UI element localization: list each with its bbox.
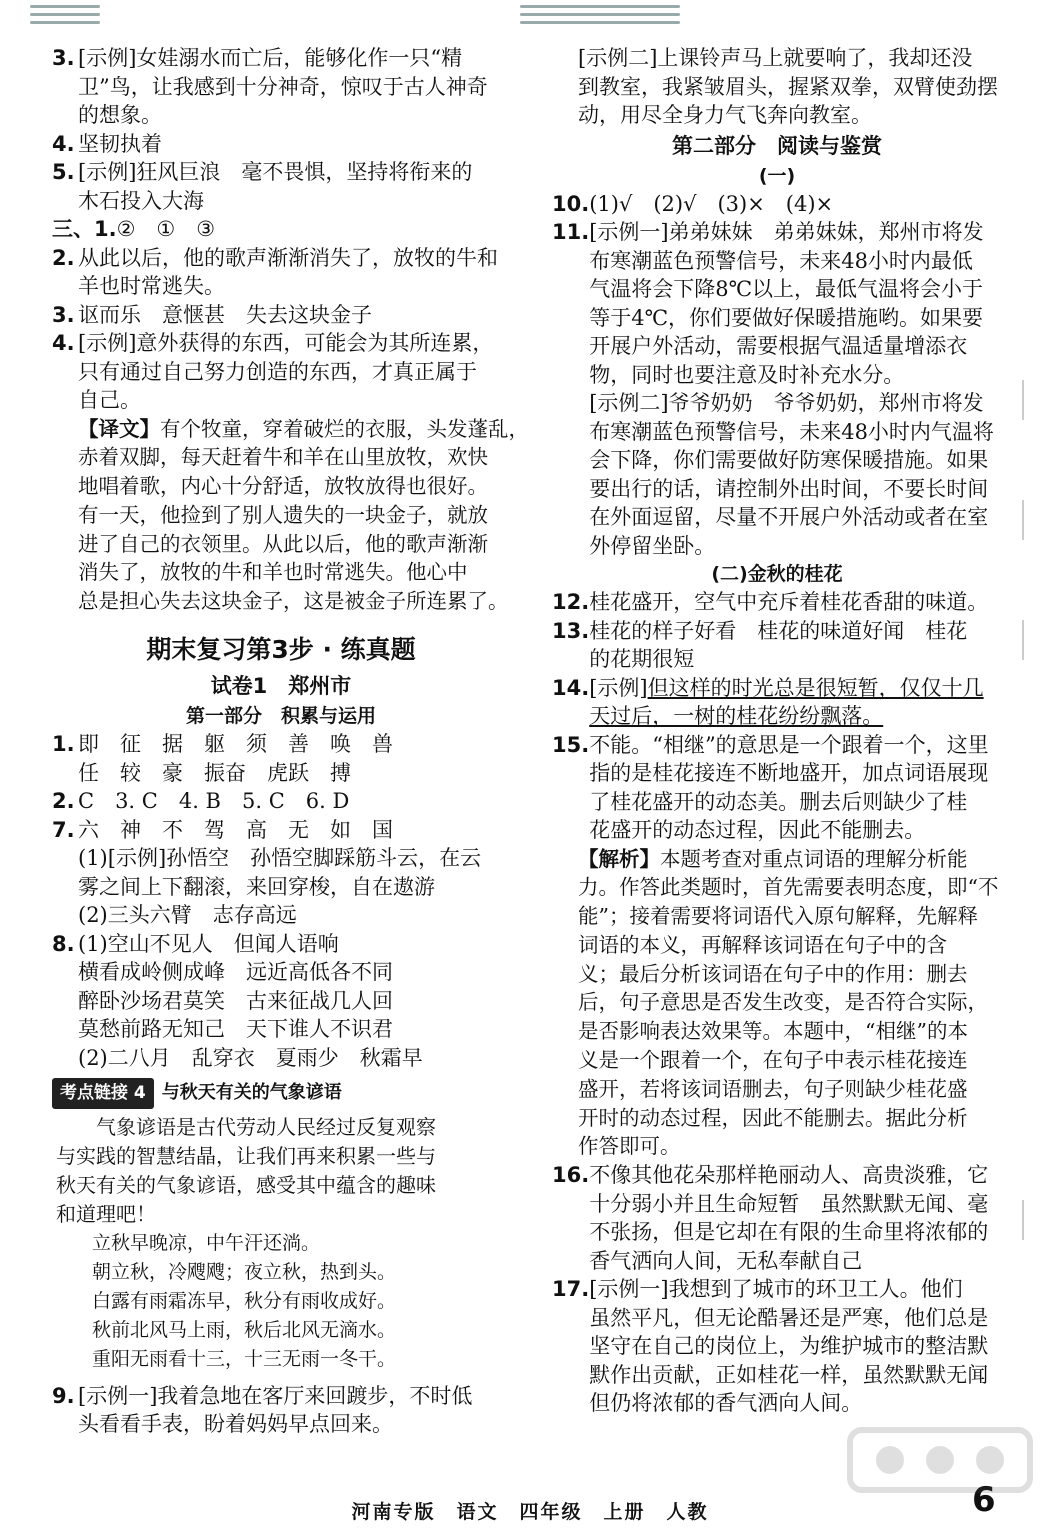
header-decoration-right	[520, 0, 680, 28]
item-line: [示例一]我着急地在客厅来回踱步，不时低	[78, 1383, 473, 1408]
item-body	[589, 1275, 1002, 1418]
item-line: (1)√ (2)√ (3)× (4)×	[589, 191, 834, 216]
example-block	[552, 44, 1002, 130]
item-line: 六 神 不 驾 高 无 如 国	[78, 817, 393, 842]
item-line: [示例]意外获得的东西，可能会为其所连累，	[78, 331, 494, 355]
item-line	[589, 674, 1002, 703]
item-line: 坚守在自己的岗位上，为维护城市的整洁默	[589, 1334, 989, 1359]
item-line: 指的是桂花接连不断地盛开，加点词语展现	[589, 761, 989, 785]
answer-item	[52, 158, 510, 215]
translation-text: 进了自己的衣领里。从此以后，他的歌声渐渐	[78, 531, 488, 556]
item-body	[78, 130, 510, 159]
answer-item	[552, 190, 1002, 219]
item-line: C 3. C 4. B 5. C 6. D	[78, 789, 350, 814]
item-body	[78, 44, 510, 130]
analysis-text: 是否影响表达效果等。本题中，“相继”的本	[578, 1019, 968, 1044]
item-line: 布寒潮蓝色预警信号，未来48小时内最低	[589, 248, 973, 273]
header-decoration-left	[30, 0, 100, 28]
item-line: 不像其他花朵那样艳丽动人、高贵淡雅，它	[589, 1163, 989, 1188]
paper-heading: 试卷1 郑州市	[210, 674, 352, 699]
analysis-block	[552, 845, 1002, 1162]
answer-item	[52, 1382, 510, 1439]
analysis-text: 盛开，若将该词语删去，句子则缺少桂花盛	[578, 1076, 968, 1101]
subsection-heading: (一)	[758, 164, 796, 187]
item-line: 雾之间上下翻滚，来回穿梭，自在遨游	[78, 874, 435, 899]
analysis-line	[578, 873, 1002, 902]
answer-item	[52, 301, 510, 330]
footer-text: 河南专版 语文 四年级 上册 人教	[351, 1501, 709, 1523]
item-number: 17.	[552, 1277, 590, 1302]
item-number: 4.	[52, 331, 75, 355]
paragraph-line: 和道理吧！	[56, 1201, 156, 1226]
item-number: 12.	[552, 590, 590, 614]
item-number: 5.	[52, 160, 75, 184]
underlined-sentence: 但这样的时光总是很短暂，仅仅十几	[647, 675, 984, 700]
analysis-line	[578, 1017, 1002, 1046]
proverb-line: 立秋早晚凉，中午汗还淌。	[92, 1231, 321, 1254]
analysis-text: 词语的本义，再解释该词语在句子中的含	[578, 932, 947, 957]
item-line: [示例一]我想到了城市的环卫工人。他们	[589, 1277, 963, 1302]
item-line: 自己。	[78, 388, 141, 412]
answer-item	[552, 588, 1002, 617]
answer-item	[52, 730, 510, 787]
answer-item	[552, 674, 1002, 731]
analysis-text: 义是一个跟着一个，在句子中表示桂花接连	[578, 1048, 968, 1073]
analysis-line	[578, 931, 1002, 960]
analysis-line	[578, 1075, 1002, 1104]
proverb-line: 朝立秋，冷飕飕；夜立秋，热到头。	[92, 1260, 397, 1283]
item-line: 要出行的话，请控制外出时间，不要长时间	[589, 476, 989, 501]
part-heading: 第一部分 积累与运用	[185, 705, 376, 728]
item-line: 头看看手表，盼着妈妈早点回来。	[78, 1412, 393, 1437]
analysis-line	[578, 845, 1002, 874]
item-number: 16.	[552, 1163, 590, 1188]
item-number: 9.	[52, 1383, 75, 1408]
translation-line	[78, 472, 510, 501]
item-line: 开展户外活动，需要根据气温适量增添衣	[589, 334, 968, 358]
item-line: [示例二]爷爷奶奶 爷爷奶奶，郑州市将发	[589, 391, 984, 415]
item-body	[589, 674, 1002, 731]
item-line: 虽然平凡，但无论酷暑还是严寒，他们总是	[589, 1305, 989, 1330]
item-line: 香气洒向人间，无私奉献自己	[589, 1248, 863, 1273]
answer-item	[552, 1275, 1002, 1418]
answer-item	[552, 218, 1002, 560]
answer-item	[52, 44, 510, 130]
item-number: 1.	[52, 732, 75, 757]
item-line: 的花期很短	[589, 647, 695, 671]
item-line: 等于4℃，你们要做好保暖措施哟。如果要	[589, 305, 984, 330]
item-line: 会下降，你们需要做好防寒保暖措施。如果	[589, 448, 989, 472]
analysis-text: 后，句子意思是否发生改变，是否符合实际，	[578, 990, 988, 1015]
link-bar	[52, 1078, 510, 1109]
item-body	[589, 1161, 1002, 1275]
page-edge-mark	[1022, 380, 1038, 420]
translation-text: 总是担心失去这块金子，这是被金子所连累了。	[78, 589, 509, 614]
item-line: 坚韧执着	[78, 131, 162, 156]
item-line: 桂花的样子好看 桂花的味道好闻 桂花	[589, 618, 968, 643]
item-line: (2)二八月 乱穿衣 夏雨少 秋霜早	[78, 1045, 423, 1070]
item-line: 的想象。	[78, 103, 162, 127]
translation-text: 有个牧童，穿着破烂的衣服，头发蓬乱，	[160, 416, 529, 441]
answer-item	[52, 244, 510, 301]
item-line: [示例]女娃溺水而亡后，能够化作一只“精	[78, 46, 463, 70]
item-body	[78, 730, 510, 787]
watermark-logo	[840, 1420, 1040, 1530]
item-line: 醉卧沙场君莫笑 古来征战几人回	[78, 988, 393, 1013]
item-number: 三、1.	[52, 217, 117, 241]
item-line: 讴而乐 意惬甚 失去这块金子	[78, 302, 372, 327]
translation-line	[78, 587, 510, 616]
item-body	[78, 244, 510, 301]
item-line: 外停留坐卧。	[589, 533, 716, 558]
answer-item	[52, 130, 510, 159]
page-edge-mark	[1022, 620, 1038, 660]
item-line: 物，同时也要注意及时补充水分。	[589, 362, 905, 387]
paragraph-line: 气象谚语是古代劳动人民经过反复观察	[96, 1114, 436, 1139]
paragraph-line: 与实践的智慧结晶，让我们再来积累一些与	[56, 1143, 436, 1168]
translation-block	[52, 415, 529, 617]
underlined-sentence: 天过后，一树的桂花纷纷飘落。	[589, 704, 884, 728]
item-number: 3.	[52, 302, 75, 327]
translation-line	[78, 415, 529, 444]
item-body	[78, 816, 510, 930]
item-number: 3.	[52, 46, 75, 70]
item-body	[78, 158, 510, 215]
proverb-line: 白露有雨霜冻早，秋分有雨收成好。	[92, 1289, 397, 1312]
page-number: 6	[972, 1480, 996, 1520]
item-body	[78, 329, 510, 415]
item-body	[117, 215, 510, 244]
answer-item	[552, 731, 1002, 845]
answer-item	[552, 617, 1002, 674]
analysis-text: 作答即可。	[578, 1134, 681, 1159]
item-line: 不能。“相继”的意思是一个跟着一个，这里	[589, 732, 989, 757]
item-line: 羊也时常逃失。	[78, 274, 225, 298]
example-line: 动，用尽全身力气飞奔向教室。	[578, 103, 872, 127]
analysis-text: 本题考查对重点词语的理解分析能	[660, 846, 968, 871]
item-body	[78, 930, 510, 1073]
analysis-line	[578, 988, 1002, 1017]
item-number: 15.	[552, 732, 590, 757]
item-number: 2.	[52, 789, 75, 814]
item-line: 只有通过自己努力创造的东西，才真正属于	[78, 359, 477, 384]
link-paragraph	[52, 1113, 510, 1229]
item-body	[78, 787, 510, 816]
item-line: (1)空山不见人 但闻人语响	[78, 931, 339, 956]
item-line: 了桂花盛开的动态美。删去后则缺少了桂	[589, 789, 968, 814]
subsection-heading: (二)金秋的桂花	[711, 563, 843, 585]
item-line: 卫”鸟，让我感到十分神奇，惊叹于古人神奇	[78, 74, 488, 99]
page-edge-mark	[1022, 500, 1038, 540]
item-number: 8.	[52, 931, 75, 956]
analysis-text: 义；最后分析该词语在句子中的作用：删去	[578, 961, 968, 986]
item-line: 不张扬，但是它却在有限的生命里将浓郁的	[589, 1220, 989, 1245]
item-line: 横看成岭侧成峰 远近高低各不同	[78, 960, 393, 985]
analysis-line	[578, 1104, 1002, 1133]
item-line: 十分弱小并且生命短暂 虽然默默无闻、毫	[589, 1191, 989, 1216]
paragraph-line: 秋天有关的气象谚语，感受其中蕴含的趣味	[56, 1172, 436, 1197]
item-line: 在外面逗留，尽量不开展户外活动或者在室	[589, 505, 989, 529]
item-body	[78, 301, 510, 330]
analysis-line	[578, 960, 1002, 989]
left-column	[52, 44, 529, 1439]
item-number: 4.	[52, 131, 75, 156]
item-line: 桂花盛开，空气中充斥着桂花香甜的味道。	[589, 590, 989, 614]
item-line: (2)三头六臂 志存高远	[78, 903, 297, 928]
example-line: [示例二]上课铃声马上就要响了，我却还没	[578, 46, 973, 70]
item-number: 11.	[552, 220, 590, 244]
analysis-text: 开时的动态过程，因此不能删去。据此分析	[578, 1105, 968, 1130]
link-badge: 考点链接 4	[52, 1078, 154, 1109]
item-body	[589, 190, 1002, 219]
answer-item	[52, 816, 510, 930]
translation-text: 地唱着歌，内心十分舒适，放牧放得也很好。	[78, 474, 488, 499]
translation-line	[78, 443, 510, 472]
item-body	[589, 218, 1002, 560]
analysis-line	[578, 1132, 1002, 1161]
item-body	[589, 617, 1002, 674]
item-line: 即 征 据 躯 须 善 唤 兽	[78, 732, 393, 757]
item-line: 气温将会下降8℃以上，最低气温将会小于	[589, 277, 984, 301]
section-heading: 期末复习第3步 · 练真题	[146, 635, 416, 665]
translation-text: 消失了，放牧的牛和羊也时常逃失。他心中	[78, 560, 468, 585]
item-line: 花盛开的动态过程，因此不能删去。	[589, 818, 926, 842]
proverb-list	[52, 1229, 510, 1374]
analysis-text: 能”；接着需要将词语代入原句解释，先解释	[578, 904, 978, 929]
analysis-text: 力。作答此类题时，首先需要表明态度，即“不	[578, 875, 999, 900]
item-body	[589, 588, 1002, 617]
item-body	[78, 1382, 510, 1439]
link-title: 与秋天有关的气象谚语	[161, 1082, 342, 1104]
item-line: [示例一]弟弟妹妹 弟弟妹妹，郑州市将发	[589, 220, 984, 244]
translation-text: 有一天，他捡到了别人遗失的一块金子，就放	[78, 502, 488, 527]
translation-line	[78, 530, 510, 559]
page-edge-mark	[1022, 1200, 1038, 1240]
part-heading: 第二部分 阅读与鉴赏	[672, 133, 882, 158]
analysis-line	[578, 1046, 1002, 1075]
item-line: 默作出贡献，正如桂花一样，虽然默默无闻	[589, 1362, 989, 1387]
item-line: 任 较 豪 振奋 虎跃 搏	[78, 760, 351, 785]
proverb-line: 秋前北风马上雨，秋后北风无滴水。	[92, 1318, 397, 1341]
item-line: [示例]狂风巨浪 毫不畏惧，坚持将衔来的	[78, 160, 473, 184]
analysis-tag: 【解析】	[578, 846, 660, 871]
answer-item	[52, 215, 510, 244]
item-body	[589, 731, 1002, 845]
item-number: 7.	[52, 817, 75, 842]
translation-line	[78, 501, 510, 530]
example-prefix: [示例]	[589, 675, 648, 700]
item-number: 14.	[552, 675, 590, 700]
translation-line	[78, 558, 510, 587]
answer-item	[52, 787, 510, 816]
answer-item	[52, 930, 510, 1073]
answer-item	[552, 1161, 1002, 1275]
item-line: (1)[示例]孙悟空 孙悟空脚踩筋斗云，在云	[78, 846, 482, 871]
right-column	[552, 44, 1002, 1418]
item-line: 木石投入大海	[78, 188, 204, 213]
item-line: ② ① ③	[116, 217, 216, 241]
translation-text: 赤着双脚，每天赶着牛和羊在山里放牧，欢快	[78, 445, 488, 470]
analysis-line	[578, 902, 1002, 931]
item-number: 13.	[552, 618, 590, 643]
example-line: 到教室，我紧皱眉头，握紧双拳，双臂使劲摆	[578, 74, 998, 99]
proverb-line: 重阳无雨看十三，十三无雨一冬干。	[92, 1347, 397, 1370]
item-number: 10.	[552, 191, 590, 216]
answer-item	[52, 329, 510, 415]
item-line: 莫愁前路无知己 天下谁人不识君	[78, 1017, 393, 1042]
translation-tag: 【译文】	[78, 416, 160, 441]
item-line: 布寒潮蓝色预警信号，未来48小时内气温将	[589, 419, 994, 444]
item-number: 2.	[52, 245, 75, 270]
item-line: 从此以后，他的歌声渐渐消失了，放牧的牛和	[78, 245, 498, 270]
item-line: 但仍将浓郁的香气洒向人间。	[589, 1391, 863, 1416]
